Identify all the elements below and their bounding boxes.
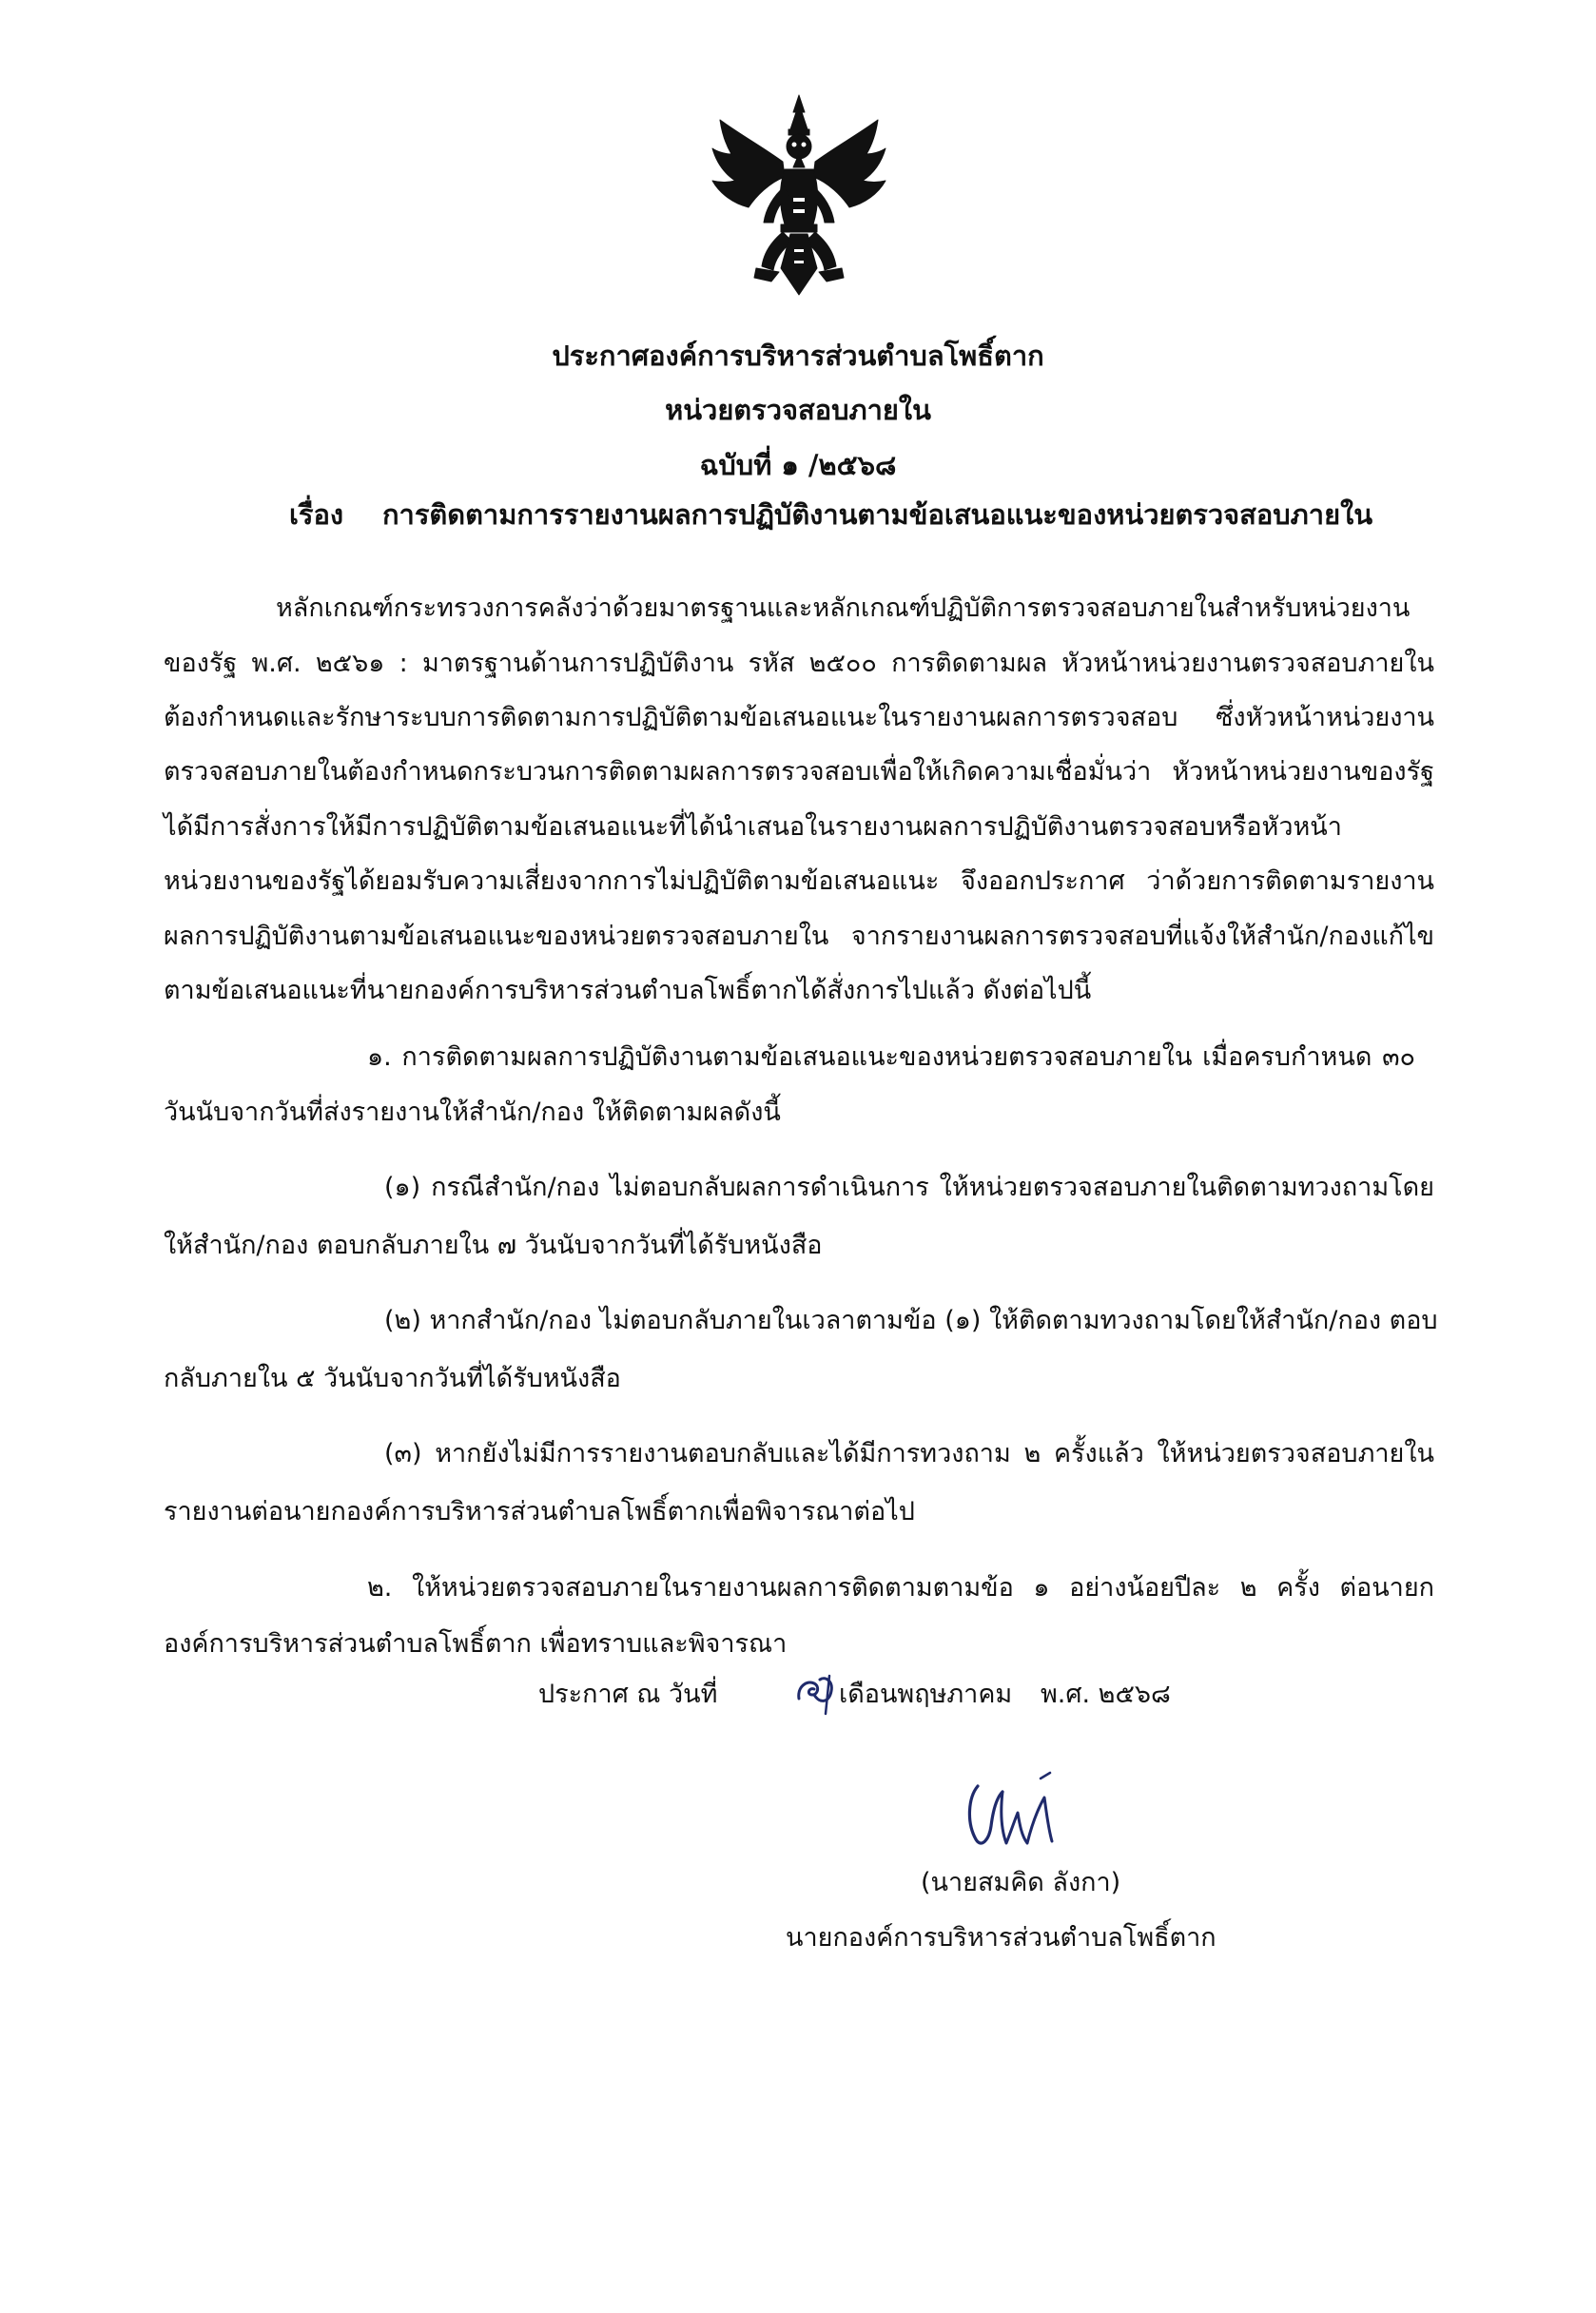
intro-line: ต้องกำหนดและรักษาระบบการติดตามการปฏิบัติตามข้อเสนอแนะในรายงานผลการตรวจสอบ ซึ่งหัวหน้าหน่วยงาน [164,703,1434,732]
subject-line [289,496,1469,534]
intro-line: ผลการปฏิบัติงานตามข้อเสนอแนะของหน่วยตรวจสอบภายใน จากรายงานผลการตรวจสอบที่แจ้งให้สำนัก/กองแก้ไข [164,922,1434,951]
sub3-line: (๓) หากยังไม่มีการรายงานตอบกลับและได้มีการทวงถาม ๒ ครั้งแล้ว ให้หน่วยตรวจสอบภายใน [384,1439,1434,1468]
sub3-line: รายงานต่อนายกองค์การบริหารส่วนตำบลโพธิ์ตากเพื่อพิจารณาต่อไป [164,1497,915,1526]
intro-line: หน่วยงานของรัฐได้ยอมรับความเสี่ยงจากการไม่ปฏิบัติตามข้อเสนอแนะ จึงออกประกาศ ว่าด้วยการติดตามรายงาน [164,866,1434,896]
intro-line: ตามข้อเสนอแนะที่นายกองค์การบริหารส่วนตำบลโพธิ์ตากได้สั่งการไปแล้ว ดังต่อไปนี้ [164,976,1092,1005]
issue-number: ฉบับที่ ๑ /๒๕๖๘ [699,449,897,481]
item2-line: ๒. ให้หน่วยตรวจสอบภายในรายงานผลการติดตามตามข้อ ๑ อย่างน้อยปีละ ๒ ครั้ง ต่อนายก [367,1573,1434,1603]
unit-name: หน่วยตรวจสอบภายใน [665,394,931,426]
date-year: พ.ศ. ๒๕๖๘ [1041,1680,1171,1709]
item1-line: ๑. การติดตามผลการปฏิบัติงานตามข้อเสนอแนะของหน่วยตรวจสอบภายใน เมื่อครบกำหนด ๓๐ [367,1042,1415,1072]
sub1-line: ให้สำนัก/กอง ตอบกลับภายใน ๗ วันนับจากวันที่ได้รับหนังสือ [164,1231,823,1260]
intro-line: หลักเกณฑ์กระทรวงการคลังว่าด้วยมาตรฐานและหลักเกณฑ์ปฏิบัติการตรวจสอบภายในสำหรับหน่วยงาน [276,593,1411,623]
sub2-line: กลับภายใน ๕ วันนับจากวันที่ได้รับหนังสือ [164,1364,621,1393]
signatory-position: นายกองค์การบริหารส่วนตำบลโพธิ์ตาก [786,1923,1216,1953]
announcement-title: ประกาศองค์การบริหารส่วนตำบลโพธิ์ตาก [552,340,1044,372]
handwritten-date-day [791,1670,837,1718]
subject-text: การติดตามการรายงานผลการปฏิบัติงานตามข้อเสนอแนะของหน่วยตรวจสอบภายใน [382,498,1373,531]
sub1-line: (๑) กรณีสำนัก/กอง ไม่ตอบกลับผลการดำเนินการ ให้หน่วยตรวจสอบภายในติดตามทวงถามโดย [384,1173,1434,1202]
garuda-emblem-icon [703,91,895,299]
signatory-name: (นายสมคิด ลังกา) [921,1868,1121,1897]
intro-line: ได้มีการสั่งการให้มีการปฏิบัติตามข้อเสนอแนะที่ได้นำเสนอในรายงานผลการปฏิบัติงานตรวจสอบหรือหัวหน้า [164,812,1342,842]
handwritten-signature [959,1769,1063,1856]
intro-line: ของรัฐ พ.ศ. ๒๕๖๑ : มาตรฐานด้านการปฏิบัติงาน รหัส ๒๕๐๐ การติดตามผล หัวหน้าหน่วยงานตรวจสอบภายใน [164,649,1434,678]
subject-label: เรื่อง [289,498,344,531]
sub2-line: (๒) หากสำนัก/กอง ไม่ตอบกลับภายในเวลาตามข้อ (๑) ให้ติดตามทวงถามโดยให้สำนัก/กอง ตอบ [384,1306,1438,1335]
date-month: เดือนพฤษภาคม [839,1680,1013,1709]
intro-line: ตรวจสอบภายในต้องกำหนดกระบวนการติดตามผลการตรวจสอบเพื่อให้เกิดความเชื่อมั่นว่า หัวหน้าหน่วยงานของรัฐ [164,757,1434,787]
item1-line: วันนับจากวันที่ส่งรายงานให้สำนัก/กอง ให้ติดตามผลดังนี้ [164,1098,781,1127]
date-prefix: ประกาศ ณ วันที่ [538,1680,718,1709]
item2-line: องค์การบริหารส่วนตำบลโพธิ์ตาก เพื่อทราบและพิจารณา [164,1629,788,1659]
